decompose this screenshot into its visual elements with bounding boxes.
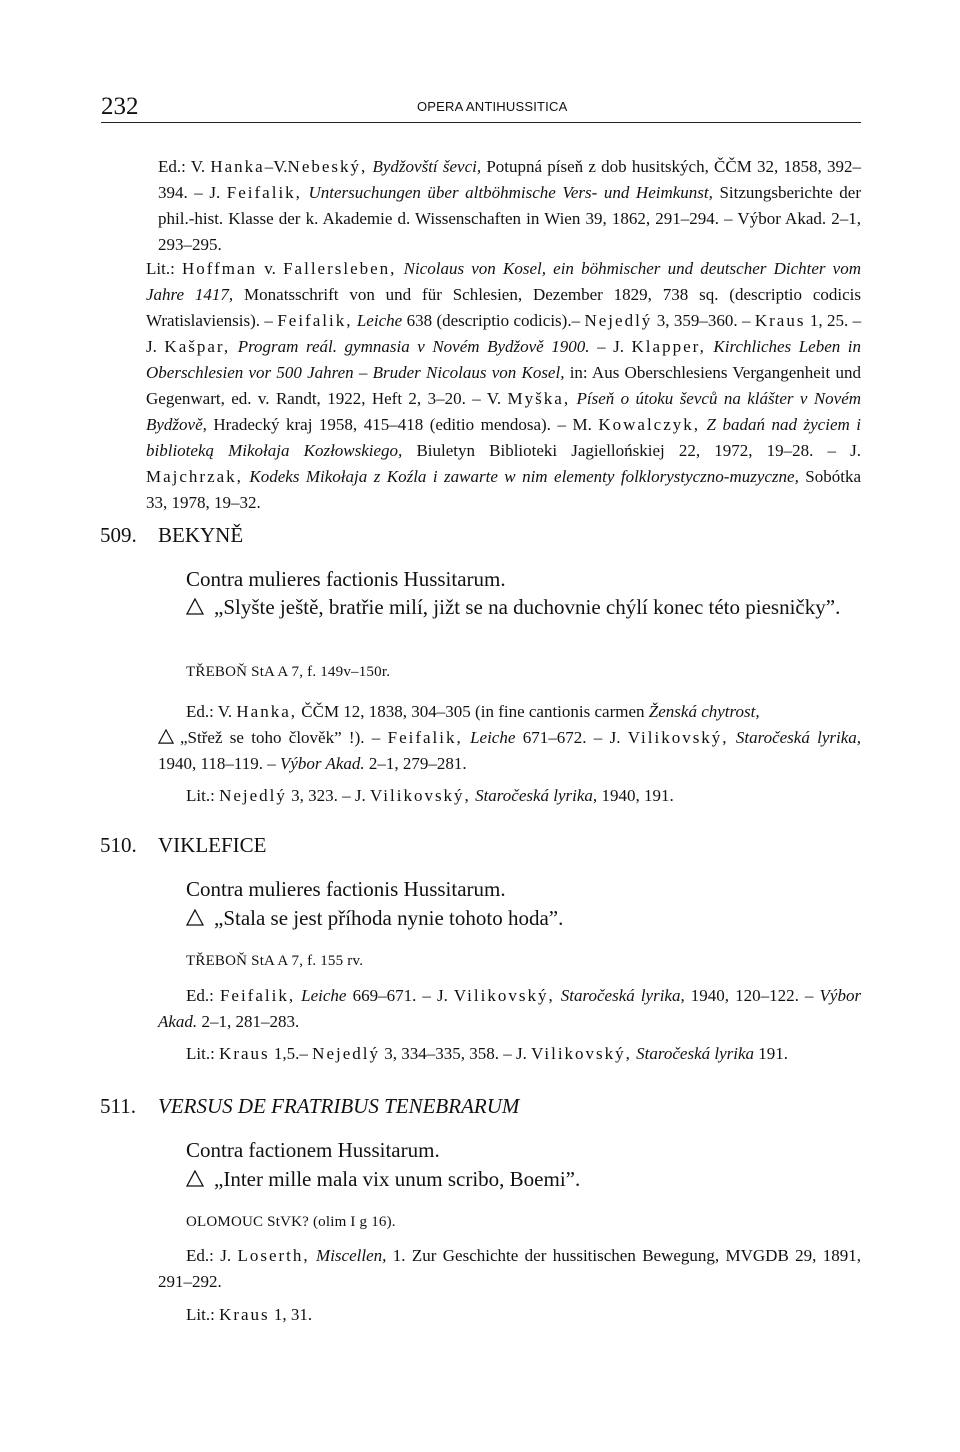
- incipit: „Slyšte ještě, bratřie milí, jižt se na duchovnie chýlí konec této piesničky”.: [158, 592, 858, 622]
- entry-number: 511.: [100, 1094, 136, 1118]
- entry-title: VERSUS DE FRATRIBUS TENEBRARUM: [158, 1094, 520, 1118]
- header-rule: [101, 122, 861, 123]
- triangle-icon: [186, 598, 204, 615]
- incipit: „Stala se jest příhoda nynie tohoto hoda”.: [186, 903, 563, 933]
- triangle-icon: [186, 909, 204, 926]
- entry-title: BEKYNĚ: [158, 523, 244, 547]
- entry-number: 510.: [100, 833, 137, 857]
- entry-number: 509.: [100, 523, 137, 547]
- manuscript-signature: TŘEBOŇ StA A 7, f. 149v–150r.: [186, 664, 391, 680]
- literature-paragraph: Lit.: Kraus 1, 31.: [186, 1305, 313, 1324]
- entry-subtitle: Contra factionem Hussitarum.: [186, 1138, 440, 1162]
- page-header: [101, 92, 861, 122]
- literature-paragraph: Lit.: Hoffman v. Fallersleben, Nicolaus von Kosel, ein böhmischer und deutscher Dichter vom Jahre 1417, Monatsschrift von und für Schlesien, Dezember 1829, 738 sq. (descriptio codicis Wratislaviensis). – Feifalik, Leiche 638 (descriptio codicis).– Nejedlý 3, 359–360. – Kraus 1, 25. – J. Kašpar, Program reál. gymnasia v Novém Bydžově 1900. – J. Klapper, Kirchliches Leben in Oberschlesien vor 500 Jahren – Bruder Nicolaus von Kosel, in: Aus Oberschlesiens Vergangenheit und Gegenwart, ed. v. Randt, 1922, Heft 2, 3–20. – V. Myška, Píseň o útoku ševců na klášter v Novém Bydžově, Hradecký kraj 1958, 415–418 (editio mendosa). – M. Kowalczyk, Z badań nad życiem i biblioteką Mikołaja Kozłowskiego, Biuletyn Biblioteki Jagiellońskiej 22, 1972, 19–28. – J. Majchrzak, Kodeks Mikołaja z Koźla i zawarte w nim elementy folklorystyczno-muzyczne, Sobótka 33, 1978, 19–32.: [146, 259, 862, 512]
- incipit: „Inter mille mala vix unum scribo, Boemi”.: [186, 1164, 580, 1194]
- entry-subtitle: Contra mulieres factionis Hussitarum.: [186, 877, 506, 901]
- literature-paragraph: Lit.: Nejedlý 3, 323. – J. Vilikovský, Staročeská lyrika, 1940, 191.: [186, 786, 674, 805]
- manuscript-signature: TŘEBOŇ StA A 7, f. 155 rv.: [186, 953, 364, 969]
- running-title: OPERA ANTIHUSSITICA: [417, 99, 568, 114]
- page-number: 232: [101, 93, 139, 120]
- triangle-icon: [158, 729, 174, 744]
- entry-title: VIKLEFICE: [158, 833, 267, 857]
- triangle-icon: [186, 1170, 204, 1187]
- manuscript-signature: OLOMOUC StVK? (olim I g 16).: [186, 1214, 396, 1230]
- edition-paragraph: Ed.: Feifalik, Leiche 669–671. – J. Vilikovský, Staročeská lyrika, 1940, 120–122. – Výbor Akad. 2–1, 281–283.: [158, 986, 862, 1031]
- edition-paragraph: Ed.: V. Hanka–V.Nebeský, Bydžovští ševci, Potupná píseň z dob husitských, ČČM 32, 1858, 392–394. – J. Feifalik, Untersuchungen über altböhmische Vers- und Heimkunst, Sitzungsberichte der phil.-hist. Klasse der k. Akademie d. Wissenschaften in Wien 39, 1862, 291–294. – Výbor Akad. 2–1, 293–295.: [158, 157, 862, 254]
- literature-paragraph: Lit.: Kraus 1,5.– Nejedlý 3, 334–335, 358. – J. Vilikovský, Staročeská lyrika 191.: [186, 1044, 789, 1063]
- edition-paragraph: Ed.: J. Loserth, Miscellen, 1. Zur Geschichte der hussitischen Bewegung, MVGDB 29, 1891, 291–292.: [158, 1246, 862, 1291]
- entry-subtitle: Contra mulieres factionis Hussitarum.: [186, 567, 506, 591]
- edition-paragraph: Ed.: V. Hanka, ČČM 12, 1838, 304–305 (in fine cantionis carmen Ženská chytrost, „Střež se toho člověk” !). – Feifalik, Leiche 671–672. – J. Vilikovský, Staročeská lyrika, 1940, 118–119. – Výbor Akad. 2–1, 279–281.: [158, 702, 862, 773]
